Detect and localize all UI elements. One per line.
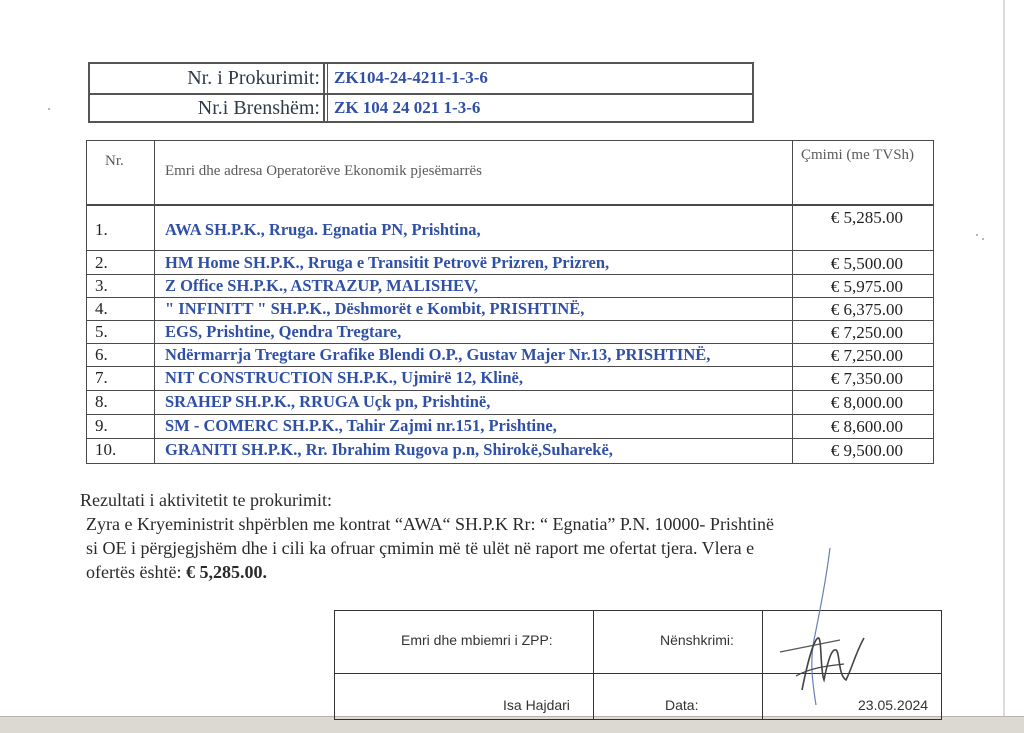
signature-label: Nënshkrimi: <box>660 632 734 648</box>
row-number: 10. <box>95 440 117 459</box>
reference-separator <box>323 64 328 93</box>
operator-name: " INFINITT " SH.P.K., Dëshmorët e Kombit, PRISHTINË, <box>165 299 585 318</box>
table-row <box>87 391 933 415</box>
row-number: 5. <box>95 322 108 341</box>
offer-price: € 5,500.00 <box>830 254 903 273</box>
table-row <box>87 275 933 298</box>
operator-name: GRANITI SH.P.K., Rr. Ibrahim Rugova p.n, Shirokë,Suharekë, <box>165 440 613 459</box>
operator-name: Z Office SH.P.K., ASTRAZUP, MALISHEV, <box>165 276 478 295</box>
internal-number-label: Nr.i Brenshëm: <box>197 97 320 119</box>
offer-price: € 5,285.00 <box>830 208 903 227</box>
zpp-name: Isa Hajdari <box>503 697 570 713</box>
scan-speck <box>976 234 978 236</box>
procurement-number-value: ZK104-24-4211-1-3-6 <box>334 68 488 87</box>
result-heading: Rezultati i aktivitetit te prokurimit: <box>80 490 332 510</box>
operator-name: Ndërmarrja Tregtare Grafike Blendi O.P., Gustav Majer Nr.13, PRISHTINË, <box>165 345 711 364</box>
internal-number-value: ZK 104 24 021 1-3-6 <box>334 98 481 117</box>
table-row <box>87 206 933 251</box>
offer-price: € 7,250.00 <box>830 346 903 365</box>
offer-price: € 9,500.00 <box>830 441 903 460</box>
operator-name: SRAHEP SH.P.K., RRUGA Uçk pn, Prishtinë, <box>165 392 491 411</box>
scan-speck <box>48 108 50 110</box>
row-number: 1. <box>95 220 108 239</box>
result-line: Zyra e Kryeministrit shpërblen me kontrat “AWA“ SH.P.K Rr: “ Egnatia” P.N. 10000- Prishtinë <box>86 514 774 534</box>
offer-price: € 7,350.00 <box>830 369 903 388</box>
table-row <box>87 344 933 367</box>
operator-name: EGS, Prishtine, Qendra Tregtare, <box>165 322 402 341</box>
offer-price: € 5,975.00 <box>830 277 903 296</box>
table-row <box>87 251 933 275</box>
row-number: 7. <box>95 368 108 387</box>
table-row <box>87 321 933 344</box>
column-header-nr: Nr. <box>105 153 124 169</box>
column-header-operator: Emri dhe adresa Operatorëve Ekonomik pjesëmarrës <box>165 163 482 179</box>
table-row <box>87 298 933 321</box>
zpp-name-label: Emri dhe mbiemri i ZPP: <box>401 632 553 648</box>
table-row <box>87 415 933 439</box>
row-number: 9. <box>95 416 108 435</box>
column-header-price: Çmimi (me TVSh) <box>801 147 915 163</box>
row-number: 3. <box>95 276 108 295</box>
date-value: 23.05.2024 <box>858 697 929 713</box>
table-row <box>87 367 933 391</box>
row-number: 4. <box>95 299 108 318</box>
row-number: 6. <box>95 345 108 364</box>
row-number: 8. <box>95 392 108 411</box>
offer-price: € 6,375.00 <box>830 300 903 319</box>
procurement-number-label: Nr. i Prokurimit: <box>187 67 320 89</box>
reference-separator <box>323 94 328 123</box>
operator-name: NIT CONSTRUCTION SH.P.K., Ujmirë 12, Klinë, <box>165 368 523 387</box>
result-line: si OE i përgjegjshëm dhe i cili ka ofruar çmimin më të ulët në raport me ofertat tjera. Vlera e <box>86 538 755 558</box>
scan-speck <box>982 238 984 240</box>
result-value-label: ofertës është: <box>86 562 186 582</box>
table-divider <box>593 611 594 719</box>
reference-box <box>88 62 754 123</box>
procurement-number-row <box>90 64 752 95</box>
offer-price: € 8,000.00 <box>830 393 903 412</box>
operator-name: HM Home SH.P.K., Rruga e Transitit Petrovë Prizren, Prizren, <box>165 253 610 272</box>
date-label: Data: <box>665 697 699 713</box>
operator-name: AWA SH.P.K., Rruga. Egnatia PN, Prishtina, <box>165 220 481 239</box>
handwritten-signature <box>760 540 880 720</box>
result-amount: € 5,285.00. <box>185 562 267 582</box>
bidders-table <box>86 140 934 464</box>
internal-number-row <box>90 94 752 123</box>
page-edge-divider <box>1003 0 1005 716</box>
offer-price: € 8,600.00 <box>830 417 903 436</box>
row-number: 2. <box>95 253 108 272</box>
table-row <box>87 439 933 463</box>
offer-price: € 7,250.00 <box>830 323 903 342</box>
operator-name: SM - COMERC SH.P.K., Tahir Zajmi nr.151, Prishtine, <box>165 416 557 435</box>
